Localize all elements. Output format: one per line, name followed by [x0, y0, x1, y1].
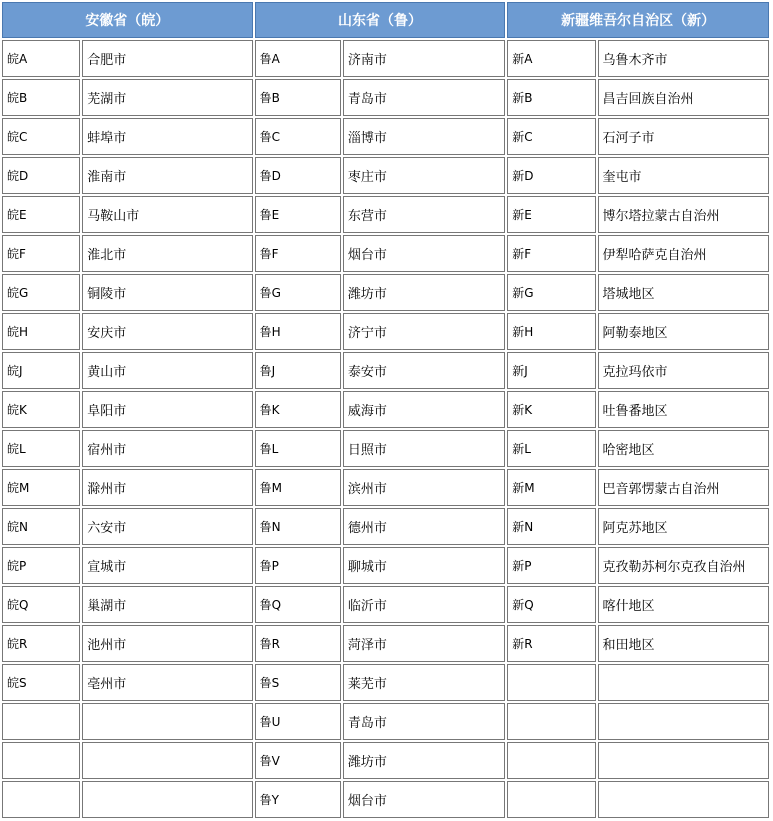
shandong-city-name: 济宁市: [343, 313, 505, 350]
header-row: [2, 2, 769, 38]
header-xinjiang: 新疆维吾尔自治区（新）: [507, 2, 769, 38]
shandong-plate-code: 鲁F: [255, 235, 341, 272]
xinjiang-city-name: 塔城地区: [598, 274, 770, 311]
xinjiang-plate-code: 新J: [507, 352, 595, 389]
xinjiang-plate-code: 新K: [507, 391, 595, 428]
xinjiang-plate-code: 新L: [507, 430, 595, 467]
anhui-plate-code: 皖S: [2, 664, 80, 701]
anhui-city-name: 黄山市: [82, 352, 252, 389]
shandong-plate-code: 鲁S: [255, 664, 341, 701]
xinjiang-city-name: 吐鲁番地区: [598, 391, 770, 428]
anhui-plate-code: 皖H: [2, 313, 80, 350]
table-row: [2, 430, 769, 467]
xinjiang-plate-code: 新G: [507, 274, 595, 311]
xinjiang-plate-code: 新P: [507, 547, 595, 584]
shandong-plate-code: 鲁U: [255, 703, 341, 740]
xinjiang-plate-code: [507, 781, 595, 818]
anhui-city-name: 合肥市: [82, 40, 252, 77]
shandong-city-name: 潍坊市: [343, 274, 505, 311]
shandong-city-name: 泰安市: [343, 352, 505, 389]
table-row: [2, 781, 769, 818]
anhui-city-name: 阜阳市: [82, 391, 252, 428]
anhui-city-name: 芜湖市: [82, 79, 252, 116]
xinjiang-city-name: 石河子市: [598, 118, 770, 155]
table-row: [2, 664, 769, 701]
shandong-plate-code: 鲁H: [255, 313, 341, 350]
xinjiang-city-name: 和田地区: [598, 625, 770, 662]
shandong-city-name: 青岛市: [343, 79, 505, 116]
xinjiang-city-name: [598, 742, 770, 779]
shandong-plate-code: 鲁B: [255, 79, 341, 116]
xinjiang-plate-code: 新R: [507, 625, 595, 662]
table-row: [2, 703, 769, 740]
table-row: [2, 118, 769, 155]
shandong-city-name: 济南市: [343, 40, 505, 77]
xinjiang-plate-code: [507, 664, 595, 701]
shandong-city-name: 青岛市: [343, 703, 505, 740]
table-row: [2, 625, 769, 662]
anhui-plate-code: 皖L: [2, 430, 80, 467]
xinjiang-plate-code: 新M: [507, 469, 595, 506]
shandong-plate-code: 鲁K: [255, 391, 341, 428]
xinjiang-plate-code: 新Q: [507, 586, 595, 623]
xinjiang-plate-code: 新N: [507, 508, 595, 545]
anhui-plate-code: 皖N: [2, 508, 80, 545]
shandong-plate-code: 鲁R: [255, 625, 341, 662]
xinjiang-city-name: [598, 703, 770, 740]
shandong-city-name: 菏泽市: [343, 625, 505, 662]
table-row: [2, 586, 769, 623]
xinjiang-city-name: 乌鲁木齐市: [598, 40, 770, 77]
table-row: [2, 313, 769, 350]
shandong-plate-code: 鲁P: [255, 547, 341, 584]
xinjiang-city-name: 奎屯市: [598, 157, 770, 194]
shandong-plate-code: 鲁D: [255, 157, 341, 194]
header-shandong: 山东省（鲁）: [255, 2, 506, 38]
shandong-city-name: 临沂市: [343, 586, 505, 623]
xinjiang-city-name: [598, 664, 770, 701]
xinjiang-plate-code: 新C: [507, 118, 595, 155]
table-row: [2, 235, 769, 272]
xinjiang-city-name: 克孜勒苏柯尔克孜自治州: [598, 547, 770, 584]
xinjiang-plate-code: 新F: [507, 235, 595, 272]
shandong-city-name: 枣庄市: [343, 157, 505, 194]
shandong-city-name: 淄博市: [343, 118, 505, 155]
shandong-city-name: 烟台市: [343, 235, 505, 272]
anhui-city-name: 马鞍山市: [82, 196, 252, 233]
shandong-plate-code: 鲁A: [255, 40, 341, 77]
shandong-plate-code: 鲁L: [255, 430, 341, 467]
anhui-plate-code: [2, 742, 80, 779]
xinjiang-city-name: 博尔塔拉蒙古自治州: [598, 196, 770, 233]
xinjiang-plate-code: 新B: [507, 79, 595, 116]
shandong-city-name: 德州市: [343, 508, 505, 545]
xinjiang-city-name: 哈密地区: [598, 430, 770, 467]
table-row: [2, 508, 769, 545]
shandong-city-name: 东营市: [343, 196, 505, 233]
shandong-city-name: 聊城市: [343, 547, 505, 584]
anhui-plate-code: 皖J: [2, 352, 80, 389]
anhui-city-name: [82, 703, 252, 740]
table-row: [2, 547, 769, 584]
shandong-plate-code: 鲁G: [255, 274, 341, 311]
anhui-plate-code: 皖R: [2, 625, 80, 662]
anhui-city-name: 滁州市: [82, 469, 252, 506]
shandong-plate-code: 鲁N: [255, 508, 341, 545]
anhui-plate-code: 皖A: [2, 40, 80, 77]
table-body: [2, 40, 769, 818]
shandong-city-name: 滨州市: [343, 469, 505, 506]
table-row: [2, 157, 769, 194]
anhui-city-name: 宿州市: [82, 430, 252, 467]
xinjiang-plate-code: 新A: [507, 40, 595, 77]
shandong-plate-code: 鲁J: [255, 352, 341, 389]
anhui-plate-code: 皖E: [2, 196, 80, 233]
anhui-city-name: 池州市: [82, 625, 252, 662]
shandong-plate-code: 鲁Y: [255, 781, 341, 818]
shandong-plate-code: 鲁Q: [255, 586, 341, 623]
anhui-plate-code: 皖C: [2, 118, 80, 155]
table-row: [2, 391, 769, 428]
shandong-plate-code: 鲁E: [255, 196, 341, 233]
xinjiang-city-name: 喀什地区: [598, 586, 770, 623]
shandong-city-name: 莱芜市: [343, 664, 505, 701]
anhui-city-name: 淮北市: [82, 235, 252, 272]
shandong-plate-code: 鲁C: [255, 118, 341, 155]
anhui-plate-code: 皖B: [2, 79, 80, 116]
xinjiang-plate-code: [507, 742, 595, 779]
shandong-city-name: 威海市: [343, 391, 505, 428]
xinjiang-plate-code: 新D: [507, 157, 595, 194]
anhui-city-name: 蚌埠市: [82, 118, 252, 155]
anhui-plate-code: 皖P: [2, 547, 80, 584]
table-row: [2, 79, 769, 116]
shandong-city-name: 潍坊市: [343, 742, 505, 779]
shandong-plate-code: 鲁M: [255, 469, 341, 506]
table-row: [2, 274, 769, 311]
anhui-plate-code: 皖M: [2, 469, 80, 506]
xinjiang-city-name: 阿勒泰地区: [598, 313, 770, 350]
anhui-plate-code: 皖F: [2, 235, 80, 272]
table-row: [2, 40, 769, 77]
xinjiang-plate-code: 新E: [507, 196, 595, 233]
xinjiang-city-name: 伊犁哈萨克自治州: [598, 235, 770, 272]
anhui-plate-code: [2, 781, 80, 818]
table-row: [2, 469, 769, 506]
anhui-plate-code: 皖K: [2, 391, 80, 428]
anhui-city-name: 淮南市: [82, 157, 252, 194]
xinjiang-city-name: [598, 781, 770, 818]
anhui-city-name: 铜陵市: [82, 274, 252, 311]
anhui-plate-code: 皖Q: [2, 586, 80, 623]
xinjiang-city-name: 阿克苏地区: [598, 508, 770, 545]
shandong-city-name: 日照市: [343, 430, 505, 467]
xinjiang-city-name: 巴音郭愣蒙古自治州: [598, 469, 770, 506]
xinjiang-plate-code: [507, 703, 595, 740]
table-row: [2, 742, 769, 779]
anhui-plate-code: 皖D: [2, 157, 80, 194]
xinjiang-plate-code: 新H: [507, 313, 595, 350]
table-row: [2, 352, 769, 389]
anhui-city-name: 宣城市: [82, 547, 252, 584]
header-anhui: 安徽省（皖）: [2, 2, 253, 38]
anhui-city-name: [82, 742, 252, 779]
table-row: [2, 196, 769, 233]
anhui-city-name: 巢湖市: [82, 586, 252, 623]
anhui-city-name: 六安市: [82, 508, 252, 545]
anhui-city-name: 亳州市: [82, 664, 252, 701]
anhui-city-name: 安庆市: [82, 313, 252, 350]
anhui-plate-code: 皖G: [2, 274, 80, 311]
anhui-city-name: [82, 781, 252, 818]
shandong-plate-code: 鲁V: [255, 742, 341, 779]
shandong-city-name: 烟台市: [343, 781, 505, 818]
anhui-plate-code: [2, 703, 80, 740]
xinjiang-city-name: 克拉玛依市: [598, 352, 770, 389]
xinjiang-city-name: 昌吉回族自治州: [598, 79, 770, 116]
